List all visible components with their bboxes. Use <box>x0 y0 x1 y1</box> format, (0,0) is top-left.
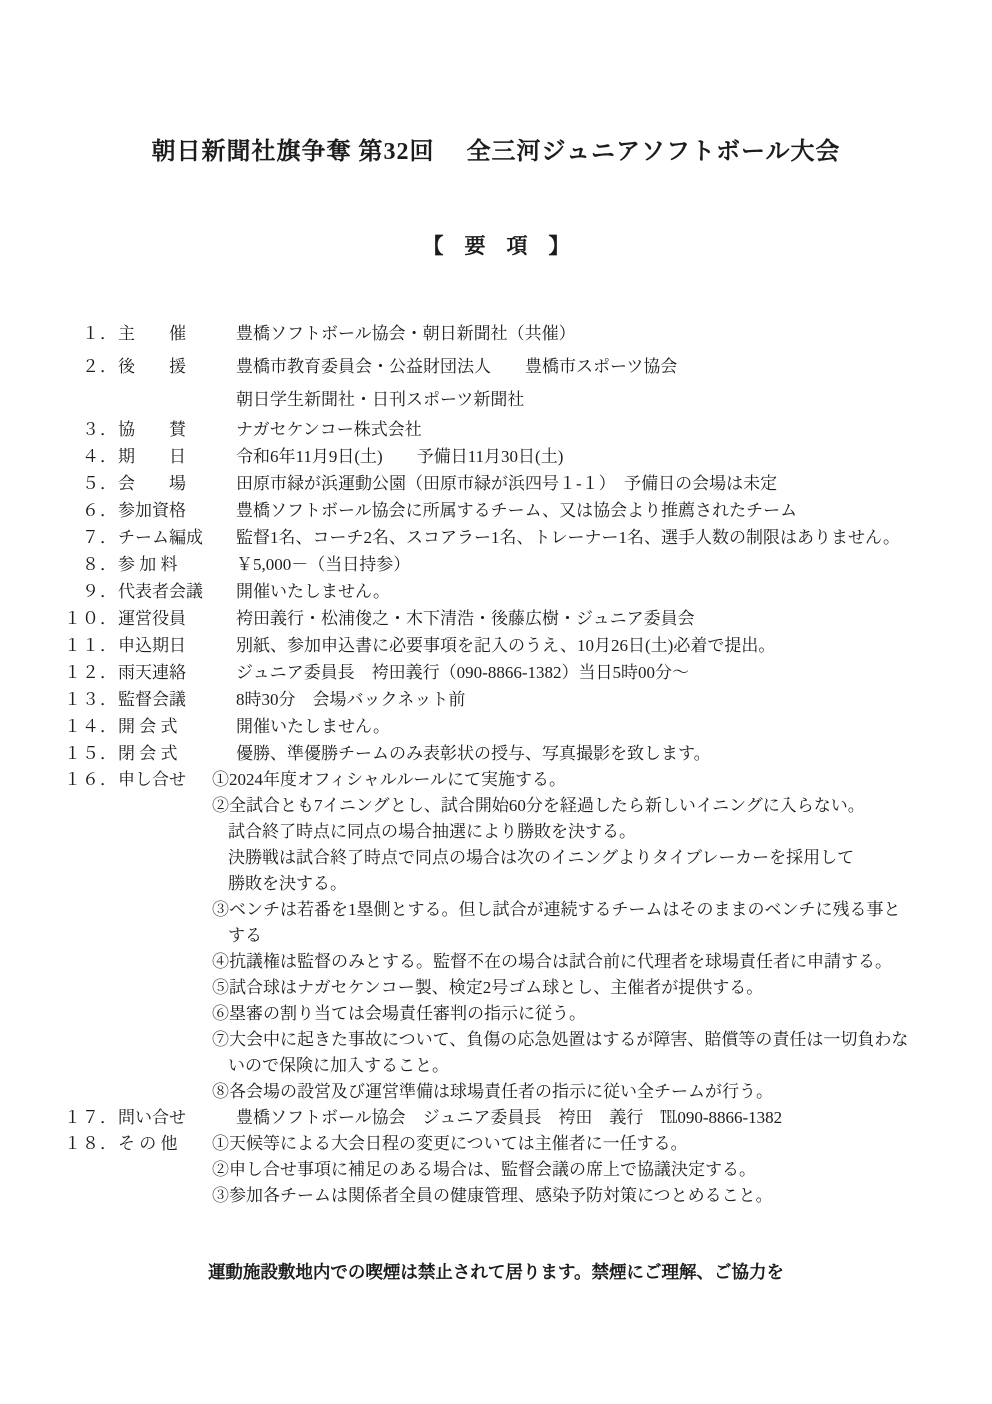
list-item <box>0 350 992 416</box>
item-label: 運営役員 <box>118 609 186 628</box>
list-item <box>0 1105 992 1131</box>
item-content <box>236 470 992 497</box>
item-content <box>236 416 992 443</box>
item-content-line: ②申し合せ事項に補足のある場合は、監督会議の席上で協議決定する。 <box>212 1160 756 1179</box>
item-label: そ の 他 <box>118 1134 178 1153</box>
item-content <box>236 524 992 551</box>
list-item <box>0 470 992 497</box>
item-content <box>236 317 992 350</box>
item-label: 後 援 <box>118 357 186 376</box>
item-content-line: 試合終了時点に同点の場合抽選により勝敗を決する。 <box>228 822 636 841</box>
item-content-line: ⑤試合球はナガセケンコー製、検定2号ゴム球とし、主催者が提供する。 <box>212 978 764 997</box>
item-content-line: ①天候等による大会日程の変更については主催者に一任する。 <box>212 1134 688 1153</box>
list-item <box>0 767 992 1105</box>
item-label: 問い合せ <box>118 1108 186 1127</box>
item-label: 会 場 <box>118 474 186 493</box>
item-number: １０． <box>64 609 118 628</box>
item-content-line: 勝敗を決する。 <box>228 874 347 893</box>
footer-note: 運動施設敷地内での喫煙は禁止されて居ります。禁煙にご理解、ご協力を <box>207 1262 785 1282</box>
item-label: 参 加 料 <box>118 555 178 574</box>
item-content-line: いので保険に加入すること。 <box>228 1056 449 1075</box>
item-content-line: 開催いたしません。 <box>236 582 391 601</box>
list-item <box>0 686 992 713</box>
list-item <box>0 551 992 578</box>
item-number: ３． <box>82 420 118 439</box>
list-item <box>0 740 992 767</box>
item-number: ５． <box>82 474 118 493</box>
item-content <box>236 1105 992 1131</box>
item-content-line: ⑥塁審の割り当ては会場責任審判の指示に従う。 <box>212 1004 586 1023</box>
item-number: １６． <box>64 770 118 789</box>
list-item <box>0 524 992 551</box>
item-content <box>236 740 992 767</box>
item-content-line: ③参加各チームは関係者全員の健康管理、感染予防対策につとめること。 <box>212 1186 773 1205</box>
item-content-line: 決勝戦は試合終了時点で同点の場合は次のイニングよりタイブレーカーを採用して <box>228 848 855 867</box>
item-content-line: 袴田義行・松浦俊之・木下清浩・後藤広樹・ジュニア委員会 <box>236 609 695 628</box>
list-item <box>0 443 992 470</box>
item-content-line: ③ベンチは若番を1塁側とする。但し試合が連続するチームはそのままのベンチに残る事と <box>212 900 901 919</box>
item-content-line: 8時30分 会場バックネット前 <box>236 690 466 709</box>
item-content <box>236 551 992 578</box>
list-item <box>0 659 992 686</box>
item-content-line: 監督1名、コーチ2名、スコアラー1名、トレーナー1名、選手人数の制限はありません。 <box>236 528 901 547</box>
item-number: ６． <box>82 501 118 520</box>
item-number: １． <box>82 324 118 343</box>
item-content <box>236 605 992 632</box>
item-label: 雨天連絡 <box>118 663 186 682</box>
section-heading: 【 要 項 】 <box>422 234 570 258</box>
item-number: １４． <box>64 717 118 736</box>
item-content-line: 朝日学生新聞社・日刊スポーツ新聞社 <box>236 390 525 409</box>
item-content-line: ⑦大会中に起きた事故について、負傷の応急処置はするが障害、賠償等の責任は一切負わな <box>212 1030 909 1049</box>
item-label: 開 会 式 <box>118 717 178 736</box>
item-label: チーム編成 <box>118 528 203 547</box>
item-label: 代表者会議 <box>118 582 203 601</box>
item-content <box>236 632 992 659</box>
item-content-line: ナガセケンコー株式会社 <box>236 420 422 439</box>
item-content-line: 開催いたしません。 <box>236 717 391 736</box>
item-content-line: ②全試合とも7イニングとし、試合開始60分を経過したら新しいイニングに入らない。 <box>212 796 865 815</box>
item-content <box>236 443 992 470</box>
item-content <box>236 659 992 686</box>
item-content <box>212 767 992 1105</box>
item-content <box>236 497 992 524</box>
item-content-line: ④抗議権は監督のみとする。監督不在の場合は試合前に代理者を球場責任者に申請する。 <box>212 952 892 971</box>
item-content <box>212 1131 992 1209</box>
items-list <box>0 317 992 1209</box>
item-number: １３． <box>64 690 118 709</box>
item-label: 協 賛 <box>118 420 186 439</box>
item-number: ２． <box>82 357 118 376</box>
item-content-line: ジュニア委員長 袴田義行（090-8866-1382）当日5時00分～ <box>236 663 689 682</box>
item-number: ７． <box>82 528 118 547</box>
item-content-line: ⑧各会場の設営及び運営準備は球場責任者の指示に従い全チームが行う。 <box>212 1082 773 1101</box>
list-item <box>0 416 992 443</box>
list-item <box>0 497 992 524</box>
item-content-line: ￥5,000－（当日持参） <box>236 555 411 574</box>
item-number: １８． <box>64 1134 118 1153</box>
item-label: 申し合せ <box>118 770 186 789</box>
item-content-line: 田原市緑が浜運動公園（田原市緑が浜四号１‐１） 予備日の会場は未定 <box>236 474 778 493</box>
item-content-line: 別紙、参加申込書に必要事項を記入のうえ、10月26日(土)必着で提出。 <box>236 636 776 655</box>
list-item <box>0 578 992 605</box>
item-number: ９． <box>82 582 118 601</box>
item-label: 主 催 <box>118 324 186 343</box>
item-label: 期 日 <box>118 447 186 466</box>
item-label: 参加資格 <box>118 501 186 520</box>
list-item <box>0 605 992 632</box>
item-number: ８． <box>82 555 118 574</box>
item-number: １１． <box>64 636 118 655</box>
list-item <box>0 1131 992 1209</box>
item-content-line: 豊橋ソフトボール協会に所属するチーム、又は協会より推薦されたチーム <box>236 501 798 520</box>
document-title: 朝日新聞社旗争奪 第32回 全三河ジュニアソフトボール大会 <box>151 139 841 165</box>
item-number: １７． <box>64 1108 118 1127</box>
item-content <box>236 350 992 416</box>
item-content-line: 優勝、準優勝チームのみ表彰状の授与、写真撮影を致します。 <box>236 744 711 763</box>
item-content <box>236 578 992 605</box>
list-item <box>0 632 992 659</box>
item-label: 閉 会 式 <box>118 744 178 763</box>
item-content-line: 令和6年11月9日(土) 予備日11月30日(土) <box>236 447 564 466</box>
item-number: １５． <box>64 744 118 763</box>
item-number: １２． <box>64 663 118 682</box>
item-content <box>236 713 992 740</box>
list-item <box>0 713 992 740</box>
item-number: ４． <box>82 447 118 466</box>
item-content-line: する <box>228 926 262 945</box>
item-label: 監督会議 <box>118 690 186 709</box>
item-content-line: 豊橋ソフトボール協会・朝日新聞社（共催） <box>236 324 576 343</box>
item-content-line: ①2024年度オフィシャルルールにて実施する。 <box>212 770 567 789</box>
item-content <box>236 686 992 713</box>
list-item <box>0 317 992 350</box>
item-content-line: 豊橋市教育委員会・公益財団法人 豊橋市スポーツ協会 <box>236 357 678 376</box>
item-label: 申込期日 <box>118 636 186 655</box>
item-content-line: 豊橋ソフトボール協会 ジュニア委員長 袴田 義行 ℡090-8866-1382 <box>236 1108 783 1127</box>
